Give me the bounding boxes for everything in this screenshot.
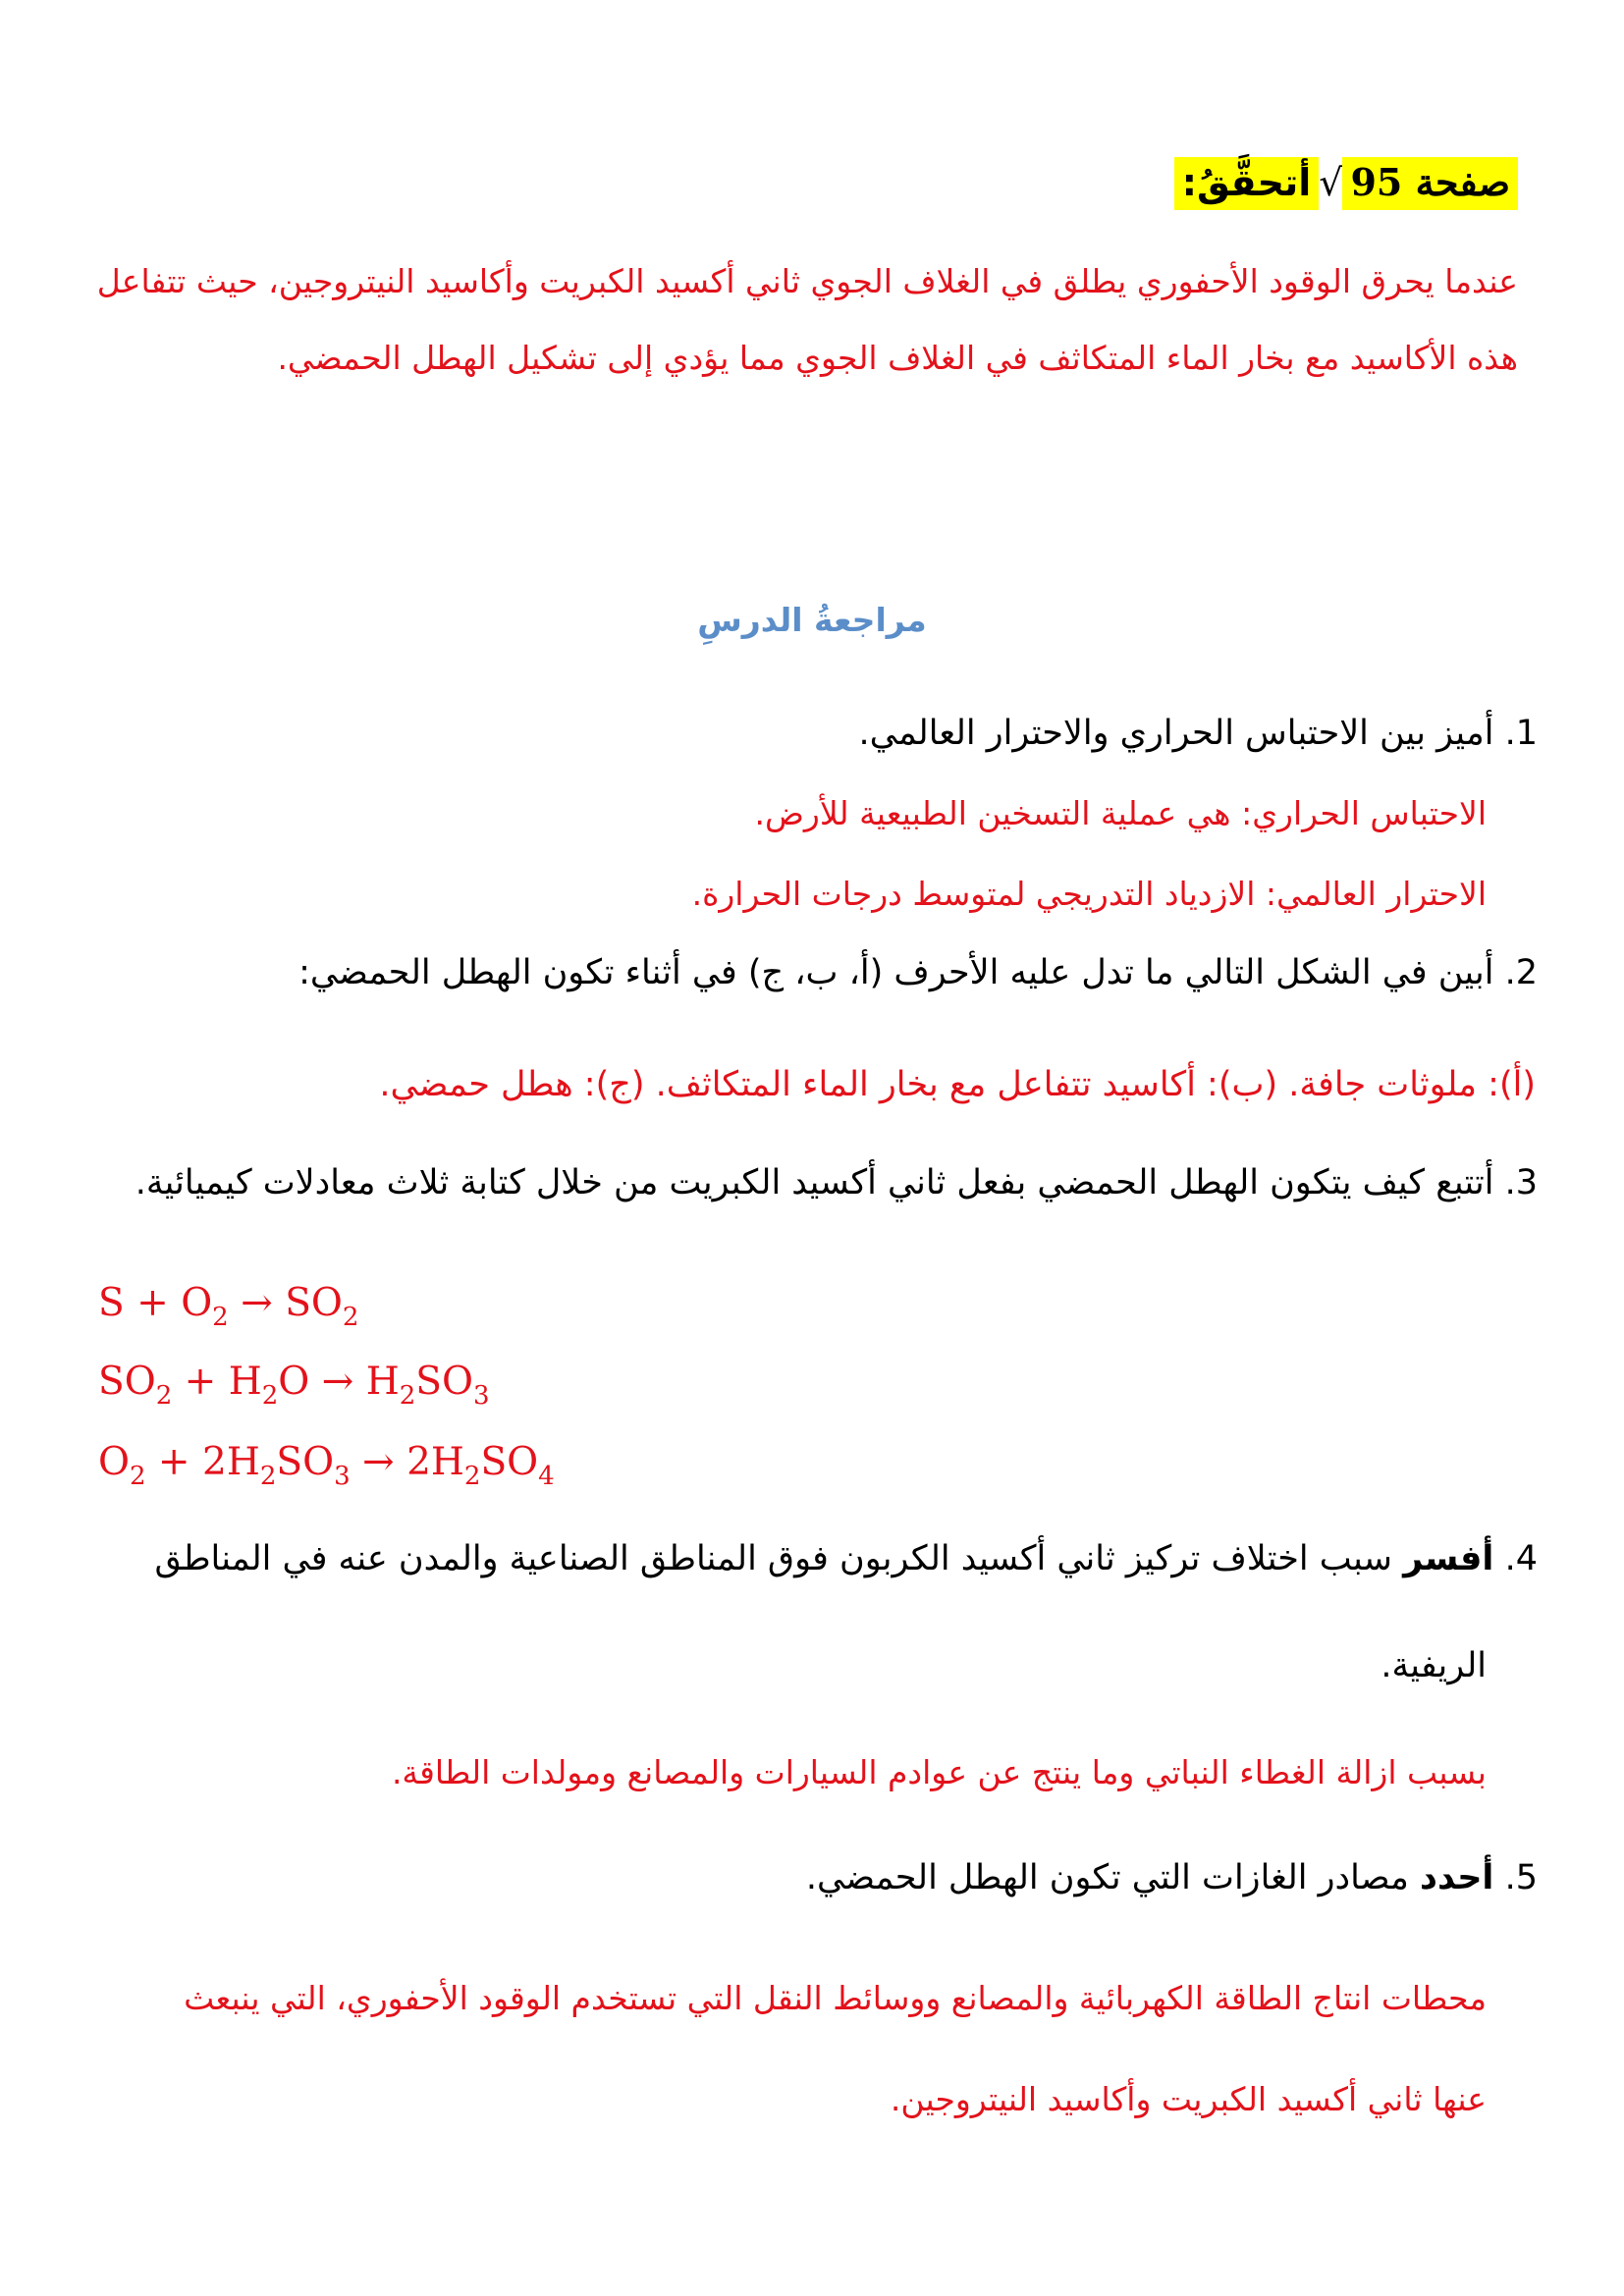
intro-line-2: هذه الأكاسيد مع بخار الماء المتكاثف في الغلاف الجوي مما يؤدي إلى تشكيل الهطل الحمضي. [277, 339, 1518, 377]
question-number: 3. [1504, 1163, 1538, 1202]
intro-line-1: عندما يحرق الوقود الأحفوري يطلق في الغلاف الجوي ثاني أكسيد الكبريت وأكاسيد النيتروجين، حيث تتفاعل [96, 262, 1518, 300]
question-4-continuation: الريفية. [1380, 1646, 1487, 1685]
question-text: أتتبع كيف يتكون الهطل الحمضي بفعل ثاني أكسيد الكبريت من خلال كتابة ثلاث معادلات كيميائية. [135, 1163, 1494, 1202]
question-3 [135, 1158, 1538, 1207]
question-1 [859, 709, 1538, 758]
answer-2: (أ): ملوثات جافة. (ب): أكاسيد تتفاعل مع بخار الماء المتكاثف. (ج): هطل حمضي. [379, 1065, 1536, 1104]
header-title: أتحقَّقُ: [1174, 157, 1319, 210]
page-header [1174, 160, 1518, 204]
page-label: صفحة 95 [1350, 160, 1510, 204]
question-4 [155, 1534, 1539, 1583]
question-number: 1. [1504, 714, 1538, 753]
question-keyword: أفسر [1403, 1539, 1494, 1578]
answer-5-line-1: محطات انتاج الطاقة الكهربائية والمصانع ووسائط النقل التي تستخدم الوقود الأحفوري، التي ينبعث [184, 1979, 1487, 2017]
check-icon: √ [1319, 161, 1343, 204]
equation-1: $S + O_2 \to SO_2$ [98, 1281, 359, 1332]
question-keyword: أحدد [1420, 1858, 1494, 1897]
page-number-highlight [1342, 157, 1518, 210]
question-number: 2. [1504, 953, 1538, 992]
question-number: 5. [1504, 1858, 1538, 1897]
answer-1-global-warming: الاحترار العالمي: الازدياد التدريجي لمتوسط درجات الحرارة. [691, 875, 1487, 913]
question-text: مصادر الغازات التي تكون الهطل الحمضي. [805, 1858, 1421, 1897]
answer-1-greenhouse: الاحتباس الحراري: هي عملية التسخين الطبيعية للأرض. [754, 794, 1487, 832]
question-2 [298, 948, 1538, 997]
answer-4: بسبب ازالة الغطاء النباتي وما ينتج عن عوادم السيارات والمصانع ومولدات الطاقة. [391, 1753, 1487, 1791]
equation-2: $SO_2 + H_2O \to H_2SO_3$ [98, 1360, 490, 1411]
intro-answer [45, 243, 1518, 397]
question-text: سبب اختلاف تركيز ثاني أكسيد الكربون فوق المناطق الصناعية والمدن عنه في المناطق [154, 1539, 1404, 1578]
question-5 [806, 1853, 1538, 1902]
question-text: أميز بين الاحتباس الحراري والاحترار العالمي. [858, 714, 1494, 753]
equation-3: $O_2 + 2H_2SO_3 \to 2H_2SO_4$ [98, 1440, 555, 1491]
question-text: أبين في الشكل التالي ما تدل عليه الأحرف (أ، ب، ج) في أثناء تكون الهطل الحمضي: [298, 953, 1494, 992]
question-number: 4. [1504, 1539, 1538, 1578]
answer-5-line-2: عنها ثاني أكسيد الكبريت وأكاسيد النيتروجين. [890, 2080, 1487, 2118]
review-section-title: مراجعةُ الدرسِ [697, 601, 927, 639]
